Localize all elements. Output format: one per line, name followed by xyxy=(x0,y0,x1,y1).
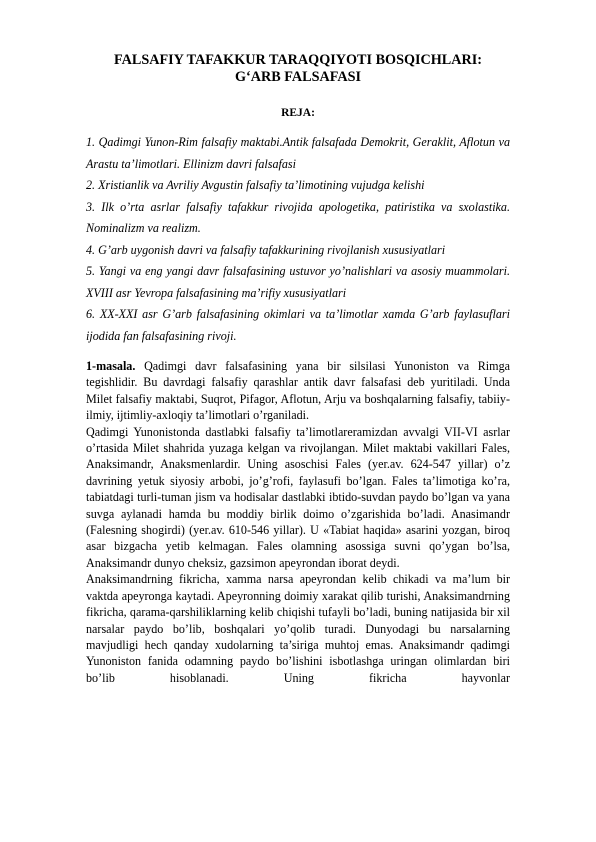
plan-item: 1. Qadimgi Yunon-Rim falsafiy maktabi.Antik falsafada Demokrit, Geraklit, Aflotun va Arastu ta’limotlari. Ellinizm davri falsafasi xyxy=(86,135,510,171)
plan-item: 5. Yangi va eng yangi davr falsafasining ustuvor yo’nalishlari va asosiy muammolari. XVIII asr Yevropa falsafasining ma’rifiy xususiyatlari xyxy=(86,264,510,300)
section-lead: 1-masala. xyxy=(86,359,136,373)
paragraph-text: Anaksimandrning fikricha, xamma narsa apeyrondan kelib chikadi va ma’lum bir vaktda apeyronga kaytadi. Apeyronning doimiy xarakat qilib turishi, Anaksimandrning fikricha, qarama-qarshiliklarning kelib chiqishi tufayli bo’ladi, buning natijasida bir xil narsalar paydo bo’lib, boshqalari yo’qolib turadi. Dunyodagi bu narsalarning mavjudligi hech qanday xudolarning ta’siriga muhtoj emas. Anaksimandr qadimgi Yunoniston fanida odamning paydo bo’lishini isbotlashga uringan olimlardan biri bo’lib hisoblanadi. Uning fikricha hayvonlar xyxy=(86,572,510,685)
paragraph-text: Qadimgi Yunonistonda dastlabki falsafiy ta’limotlareramizdan avvalgi VII-VI asrlar o’rtasida Milet shahrida yuzaga kelgan va rivojlangan. Milet maktabi vakillari Fales, Anaksimandr, Anaksmenlardir. Uning asoschisi Fales (yer.av. 624-547 yillar) o’z davrining yetuk siyosiy arbobi, jo’g’rofi, faylasufi bo’lgan. Fales ta’limotiga ko’ra, tabiatdagi turli-tuman jism va hodisalar dastlabki ibtido-suvdan paydo bo’lgan va yana suvga aylanadi hamda bu moddiy birlik doimo o’zgarishida bo’ladi. Anasimandr (Falesning shogirdi) (yer.av. 610-546 yillar). U «Tabiat haqida» asarini yozgan, biroq asar bizgacha yetib kelmagan. Fales olamning asossiga suvni qo’ygan bo’lsa, Anaksimandr dunyo cheksiz, gazsimon apeyrondan iborat deydi. xyxy=(86,424,510,570)
body-paragraph xyxy=(86,571,510,686)
plan-item: 4. G’arb uygonish davri va falsafiy tafakkurining rivojlanish xususiyatlari xyxy=(86,242,446,257)
document-title xyxy=(86,52,510,86)
plan-heading: REJA: xyxy=(281,107,315,119)
title-line-2: G‘ARB FALSAFASI xyxy=(235,69,361,85)
body-text xyxy=(86,358,510,686)
body-paragraph xyxy=(86,424,510,572)
paragraph-text: Qadimgi davr falsafasining yana bir silsilasi Yunoniston va Rimga tegishlidir. Bu davrdagi falsafiy qarashlar antik davr falsafasi deb yuritiladi. Unda Milet falsafiy maktabi, Suqrot, Pifagor, Aflotun, Arju va boshqalarning falsafiy, tabiiy-ilmiy, ijtimliy-axloqiy ta’limotlari o’rganiladi. xyxy=(86,359,510,423)
plan-item: 6. XX-XXI asr G’arb falsafasining okimlari va ta’limotlar xamda G’arb faylasuflari ijodida fan falsafasining rivoji. xyxy=(86,307,510,343)
plan-list xyxy=(86,132,510,347)
plan-item: 2. Xristianlik va Avriliy Avgustin falsafiy ta’limotining vujudga kelishi xyxy=(86,178,425,192)
title-line-1: FALSAFIY TAFAKKUR TARAQQIYOTI BOSQICHLARI: xyxy=(114,52,482,68)
plan-item: 3. Ilk o’rta asrlar falsafiy tafakkur rivojida apologetika, patiristika va sxolastika. Nominalizm va realizm. xyxy=(86,199,510,235)
body-paragraph xyxy=(86,358,510,424)
document-page xyxy=(86,52,510,686)
